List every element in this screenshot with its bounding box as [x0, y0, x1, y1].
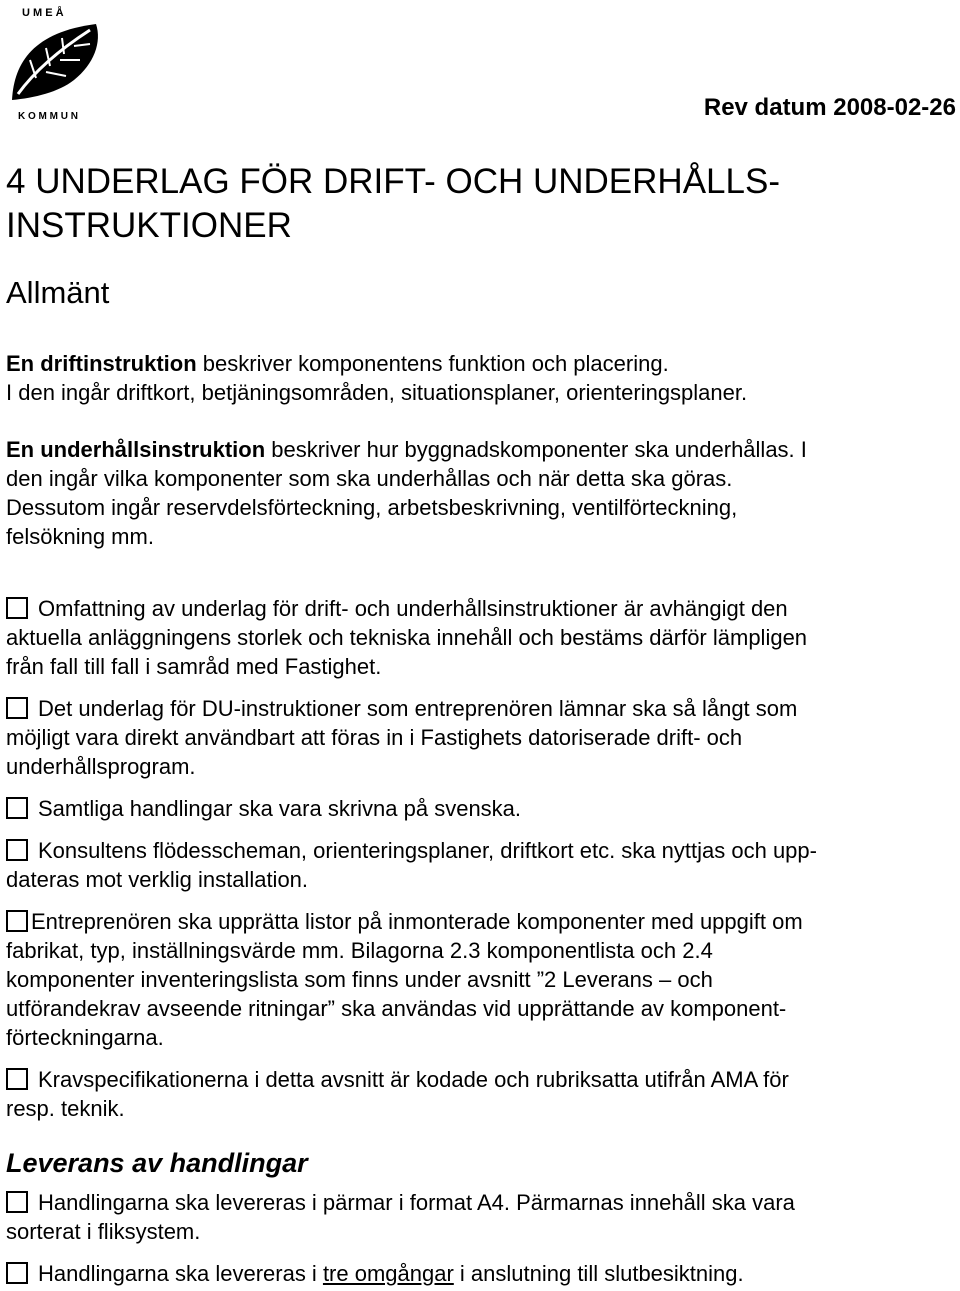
revision-date: Rev datum 2008-02-26	[703, 94, 956, 121]
checkbox[interactable]	[6, 1191, 28, 1213]
checklist-item: Handlingarna ska levereras i pärmar i format A4. Pärmarnas innehåll ska vara sorterat i fliksystem.	[6, 1190, 795, 1244]
drift-instruction-paragraph: En driftinstruktion beskriver komponentens funktion och placering. I den ingår driftkort, betjäningsområden, situationsplaner, orienteringsplaner.	[6, 351, 748, 405]
checkbox[interactable]	[6, 910, 28, 932]
checkbox[interactable]	[6, 597, 28, 619]
umea-kommun-logo	[4, 2, 116, 124]
checkbox[interactable]	[6, 697, 28, 719]
checklist-item: Entreprenören ska upprätta listor på inmonterade komponenter med uppgift om fabrikat, typ, inställningsvärde mm. Bilagorna 2.3 komponentlista och 2.4 komponenter inventeringslista som finns under avsnitt ”2 Leverans – och utförandekrav avseende ritningar” ska användas vid upprättande av komponent- förteckningarna.	[6, 909, 803, 1050]
underlined-phrase: tre omgångar	[322, 1261, 454, 1286]
checkbox[interactable]	[6, 797, 28, 819]
leaf-icon	[12, 24, 98, 100]
checklist-item: Samtliga handlingar ska vara skrivna på svenska.	[6, 794, 946, 823]
checkbox[interactable]	[6, 839, 28, 861]
section-heading-general: Allmänt	[6, 275, 110, 310]
checkbox[interactable]	[6, 1068, 28, 1090]
maintenance-instruction-paragraph: En underhållsinstruktion beskriver hur byggnadskomponenter ska underhållas. I den ingår vilka komponenter som ska underhållas och när detta ska göras. Dessutom ingår reservdelsförteckning, arbetsbeskrivning, ventilförteckning, felsökning mm.	[6, 437, 807, 549]
checklist-item: Handlingarna ska levereras i tre omgångar i anslutning till slutbesiktning.	[6, 1259, 946, 1288]
section-heading-delivery: Leverans av handlingar	[6, 1148, 308, 1178]
document-title	[6, 160, 936, 248]
maintenance-instruction-term: En underhållsinstruktion	[6, 437, 266, 462]
title-line-2: INSTRUKTIONER	[6, 206, 292, 245]
checklist-item: Kravspecifikationerna i detta avsnitt är kodade och rubriksatta utifrån AMA för resp. teknik.	[6, 1067, 789, 1121]
logo-bottom-text: K O M M U N	[18, 111, 78, 122]
title-line-1: 4 UNDERLAG FÖR DRIFT- OCH UNDERHÅLLS-	[6, 162, 780, 201]
checklist-item: Omfattning av underlag för drift- och underhållsinstruktioner är avhängigt den aktuella anläggningens storlek och tekniska innehåll och bestäms därför lämpligen från fall till fall i samråd med Fastighet.	[6, 596, 808, 679]
logo-top-text: U M E Å	[22, 7, 64, 19]
checkbox[interactable]	[6, 1262, 28, 1284]
checklist-item: Konsultens flödesscheman, orienteringsplaner, driftkort etc. ska nyttjas och upp- dateras mot verklig installation.	[6, 838, 817, 892]
drift-instruction-term: En driftinstruktion	[6, 351, 197, 376]
checklist-item: Det underlag för DU-instruktioner som entreprenören lämnar ska så långt som möjligt vara direkt användbart att föras in i Fastighets datoriserade drift- och underhållsprogram.	[6, 696, 798, 779]
